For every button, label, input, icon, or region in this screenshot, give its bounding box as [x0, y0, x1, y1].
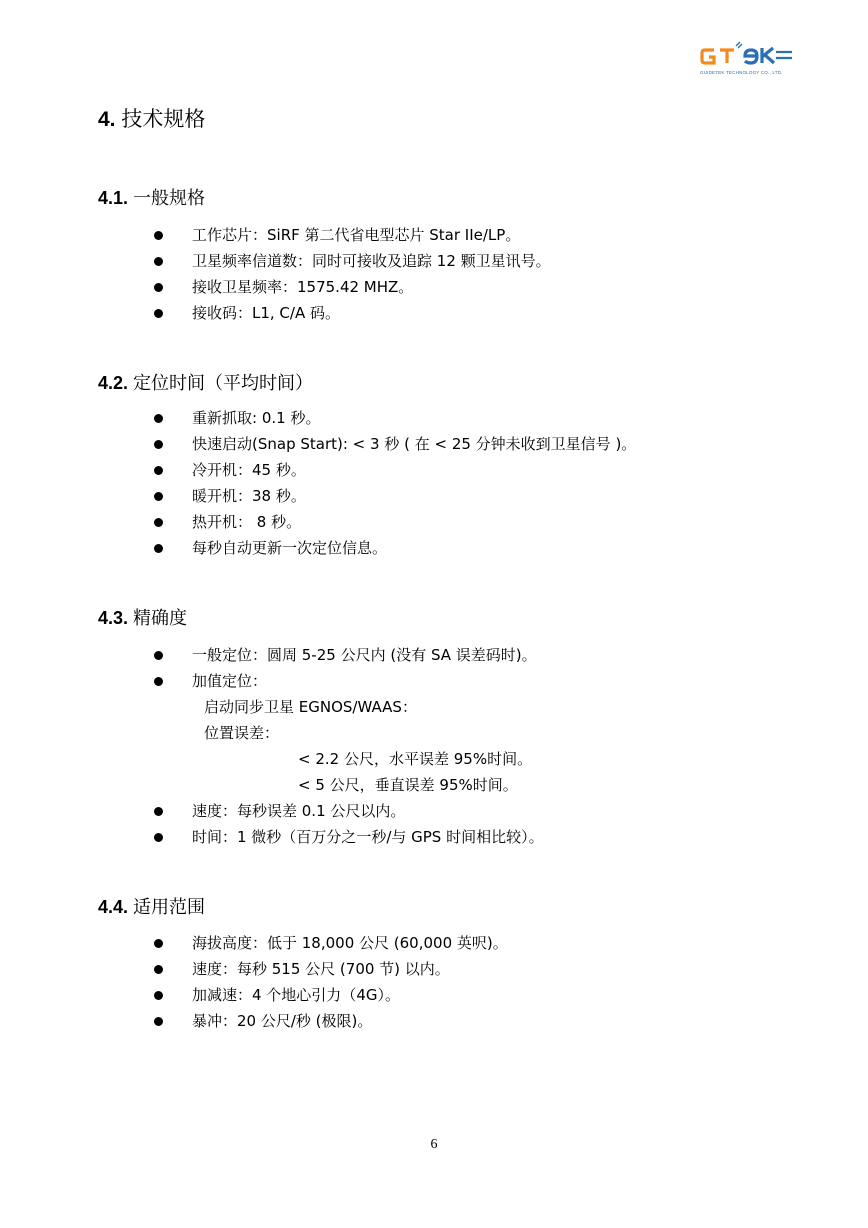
list-item-text: 海拔高度：低于 18,000 公尺 (60,000 英呎)。: [192, 934, 508, 952]
bullet-icon: [154, 544, 163, 553]
section-title-positioning-time: [98, 369, 313, 395]
list-item-text: 速度：每秒 515 公尺 (700 节) 以内。: [192, 960, 450, 978]
logo-mark: [700, 40, 795, 70]
list-item-text: 工作芯片：SiRF 第二代省电型芯片 Star IIe/LP。: [192, 226, 521, 244]
section-title-general: [98, 184, 205, 210]
list-item-text: 卫星频率信道数：同时可接收及追踪 12 颗卫星讯号。: [192, 252, 551, 270]
bullet-icon: [154, 965, 163, 974]
bullet-icon: [154, 518, 163, 527]
bullet-icon: [154, 677, 163, 686]
section-number: 4.2.: [98, 373, 129, 393]
list-item-text: 接收卫星频率：1575.42 MHZ。: [192, 278, 414, 296]
list-item-text: 速度：每秒误差 0.1 公尺以内。: [192, 802, 406, 820]
list-item-text: 冷开机：45 秒。: [192, 461, 306, 479]
company-logo: [700, 40, 795, 76]
list-item-text: 接收码：L1, C/A 码。: [192, 304, 340, 322]
bullet-icon: [154, 651, 163, 660]
bullet-icon: [154, 440, 163, 449]
list-item-text: 暴冲：20 公尺/秒 (极限)。: [192, 1012, 373, 1030]
bullet-icon: [154, 492, 163, 501]
chapter-title: [98, 103, 205, 133]
bullet-icon: [154, 231, 163, 240]
sub-item-text: 位置误差：: [204, 724, 280, 742]
bullet-icon: [154, 1017, 163, 1026]
section-title-accuracy: [98, 604, 187, 630]
list-item-text: 加减速：4 个地心引力（4G）。: [192, 986, 400, 1004]
sub-item-text: 启动同步卫星 EGNOS/WAAS：: [204, 698, 417, 716]
bullet-icon: [154, 414, 163, 423]
bullet-icon: [154, 283, 163, 292]
list-item-text: 每秒自动更新一次定位信息。: [192, 539, 388, 557]
list-item-text: 时间：1 微秒（百万分之一秒/与 GPS 时间相比较）。: [192, 828, 544, 846]
section-title-text: 适用范围: [133, 897, 206, 917]
section-title-range: [98, 893, 205, 919]
section-title-text: 定位时间（平均时间）: [133, 373, 314, 393]
list-item-text: 加值定位：: [192, 672, 268, 690]
bullet-icon: [154, 833, 163, 842]
chapter-title-text: 技术规格: [121, 108, 206, 131]
list-item-text: 一般定位：圆周 5-25 公尺内 (没有 SA 误差码时)。: [192, 646, 537, 664]
section-title-text: 精确度: [133, 608, 188, 628]
sub-item-text: < 5 公尺，垂直误差 95%时间。: [298, 776, 518, 794]
section-number: 4.1.: [98, 188, 129, 208]
bullet-icon: [154, 309, 163, 318]
list-item-text: 热开机： 8 秒。: [192, 513, 302, 531]
bullet-icon: [154, 991, 163, 1000]
bullet-icon: [154, 257, 163, 266]
list-item-text: 快速启动(Snap Start): < 3 秒 ( 在 < 25 分钟未收到卫星信号 )。: [192, 435, 637, 453]
section-number: 4.3.: [98, 608, 129, 628]
bullet-icon: [154, 807, 163, 816]
sub-item-text: < 2.2 公尺，水平误差 95%时间。: [298, 750, 533, 768]
chapter-number: 4.: [98, 108, 116, 131]
bullet-icon: [154, 466, 163, 475]
bullet-icon: [154, 939, 163, 948]
logo-caption: GUIDETEK TECHNOLOGY CO., LTD.: [700, 70, 783, 75]
section-number: 4.4.: [98, 897, 129, 917]
list-item-text: 重新抓取: 0.1 秒。: [192, 409, 321, 427]
list-item-text: 暖开机：38 秒。: [192, 487, 306, 505]
section-title-text: 一般规格: [133, 188, 206, 208]
page-number: 6: [430, 1137, 438, 1152]
